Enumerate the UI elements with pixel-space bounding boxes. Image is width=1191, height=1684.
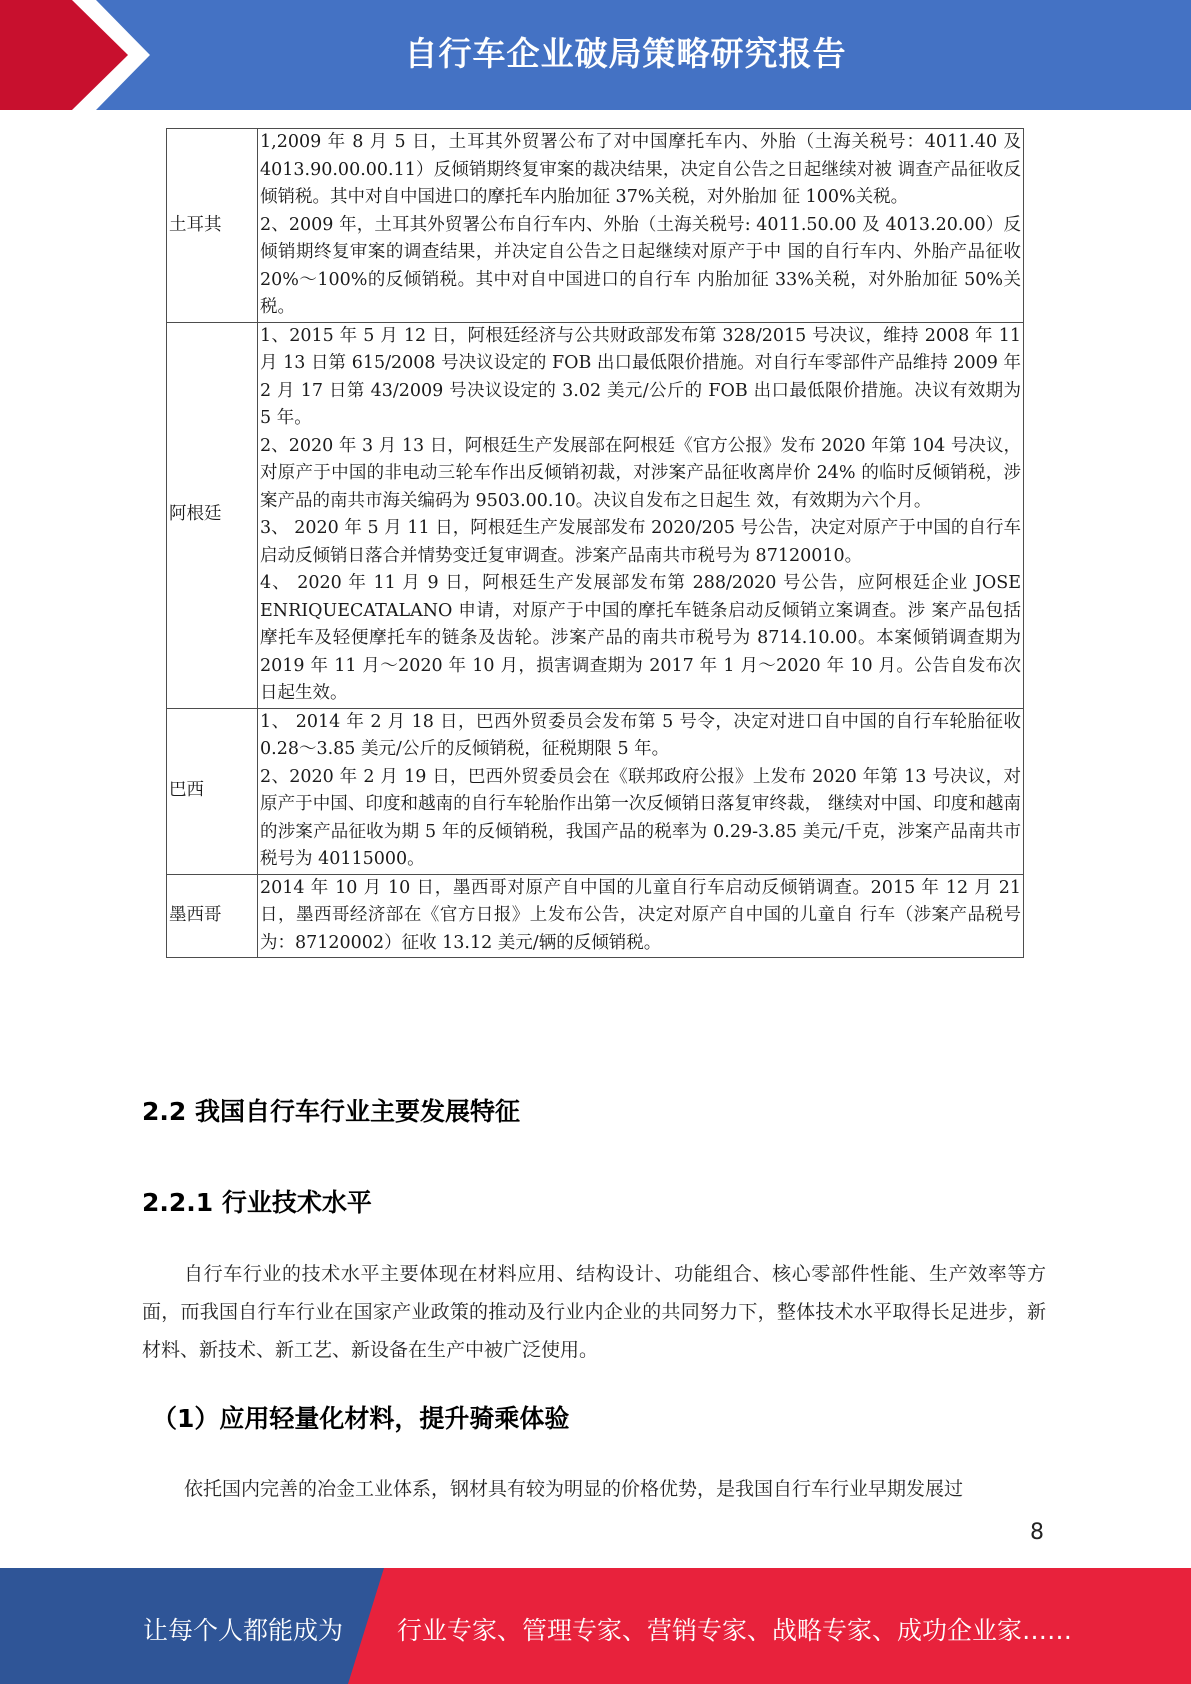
- table-row: [167, 129, 1024, 323]
- detail-cell: [258, 129, 1024, 323]
- detail-cell: [258, 322, 1024, 708]
- table-row: [167, 322, 1024, 708]
- detail-paragraph: 2、2020 年 3 月 13 日，阿根廷生产发展部在阿根廷《官方公报》发布 2020 年第 104 号决议，对原产于中国的非电动三轮车作出反倾销初裁，对涉案产品征收离岸价 24% 的临时反倾销税，涉案产品的南共市海关编码为 9503.00.10。决议自发布之日起生 效，有效期为六个月。: [260, 435, 1021, 511]
- detail-cell: [258, 708, 1024, 874]
- country-cell: 墨西哥: [167, 874, 258, 958]
- detail-cell: [258, 874, 1024, 958]
- detail-paragraph: 2、2020 年 2 月 19 日，巴西外贸委员会在《联邦政府公报》上发布 2020 年第 13 号决议，对原产于中国、印度和越南的自行车轮胎作出第一次反倾销日落复审终裁， 继续对中国、印度和越南的涉案产品征收为期 5 年的反倾销税，我国产品的税率为 0.29-3.85 美元/千克，涉案产品南共市税号为 40115000。: [260, 766, 1021, 869]
- subsection-heading: 2.2.1 行业技术水平: [142, 1188, 372, 1217]
- page-number: 8: [1030, 1520, 1044, 1545]
- body-paragraph: 自行车行业的技术水平主要体现在材料应用、结构设计、功能组合、核心零部件性能、生产效率等方面，而我国自行车行业在国家产业政策的推动及行业内企业的共同努力下，整体技术水平取得长足进步，新材料、新技术、新工艺、新设备在生产中被广泛使用。: [142, 1263, 1046, 1361]
- country-cell: 土耳其: [167, 129, 258, 323]
- footer-slogan-right: 行业专家、管理专家、营销专家、战略专家、成功企业家……: [397, 1616, 1073, 1645]
- point-heading: （1）应用轻量化材料，提升骑乘体验: [152, 1404, 570, 1433]
- body-paragraph: 依托国内完善的冶金工业体系，钢材具有较为明显的价格优势，是我国自行车行业早期发展过: [184, 1478, 964, 1500]
- detail-paragraph: 3、 2020 年 5 月 11 日，阿根廷生产发展部发布 2020/205 号公告，决定对原产于中国的自行车启动反倾销日落合并情势变迁复审调查。涉案产品南共市税号为 87120010。: [260, 518, 1021, 566]
- country-cell: 巴西: [167, 708, 258, 874]
- table-row: [167, 874, 1024, 958]
- footer-slogan-left: 让每个人都能成为: [143, 1616, 344, 1645]
- page-header: [0, 0, 1191, 110]
- report-title: 自行车企业破局策略研究报告: [404, 34, 847, 73]
- detail-paragraph: 1、 2014 年 2 月 18 日，巴西外贸委员会发布第 5 号令，决定对进口自中国的自行车轮胎征收 0.28～3.85 美元/公斤的反倾销税，征税期限 5 年。: [260, 711, 1021, 759]
- table-row: [167, 708, 1024, 874]
- detail-paragraph: 2、2009 年，土耳其外贸署公布自行车内、外胎（土海关税号: 4011.50.00 及 4013.20.00）反倾销期终复审案的调查结果，并决定自公告之日起继续对原产于中 国的自行车内、外胎产品征收 20%～100%的反倾销税。其中对自中国进口的自行车 内胎加征 33%关税，对外胎加征 50%关税。: [260, 214, 1021, 317]
- detail-paragraph: 4、 2020 年 11 月 9 日，阿根廷生产发展部发布第 288/2020 号公告，应阿根廷企业 JOSE ENRIQUECATALANO 申请，对原产于中国的摩托车链条启动反倾销立案调查。涉 案产品包括摩托车及轻便摩托车的链条及齿轮。涉案产品的南共市税号为 8714.10.00。本案倾销调查期为2019 年 11 月～2020 年 10 月，损害调查期为 2017 年 1 月～2020 年 10 月。公告自发布次日起生效。: [260, 573, 1021, 703]
- country-cell: 阿根廷: [167, 322, 258, 708]
- detail-paragraph: 1,2009 年 8 月 5 日，土耳其外贸署公布了对中国摩托车内、外胎（土海关税号：4011.40 及 4013.90.00.00.11）反倾销期终复审案的裁决结果，决定自公告之日起继续对被 调查产品征收反倾销税。其中对自中国进口的摩托车内胎加征 37%关税，对外胎加 征 100%关税。: [260, 132, 1021, 207]
- anti-dumping-table: [166, 128, 1024, 958]
- detail-paragraph: 1、2015 年 5 月 12 日，阿根廷经济与公共财政部发布第 328/2015 号决议，维持 2008 年 11 月 13 日第 615/2008 号决议设定的 FOB 出口最低限价措施。对自行车零部件产品维持 2009 年 2 月 17 日第 43/2009 号决议设定的 3.02 美元/公斤的 FOB 出口最低限价措施。决议有效期为 5 年。: [260, 325, 1021, 428]
- detail-paragraph: 2014 年 10 月 10 日，墨西哥对原产自中国的儿童自行车启动反倾销调查。2015 年 12 月 21 日，墨西哥经济部在《官方日报》上发布公告，决定对原产自中国的儿童自 行车（涉案产品税号为：87120002）征收 13.12 美元/辆的反倾销税。: [260, 877, 1021, 953]
- page-footer: [0, 1568, 1191, 1684]
- section-heading: 2.2 我国自行车行业主要发展特征: [142, 1097, 520, 1126]
